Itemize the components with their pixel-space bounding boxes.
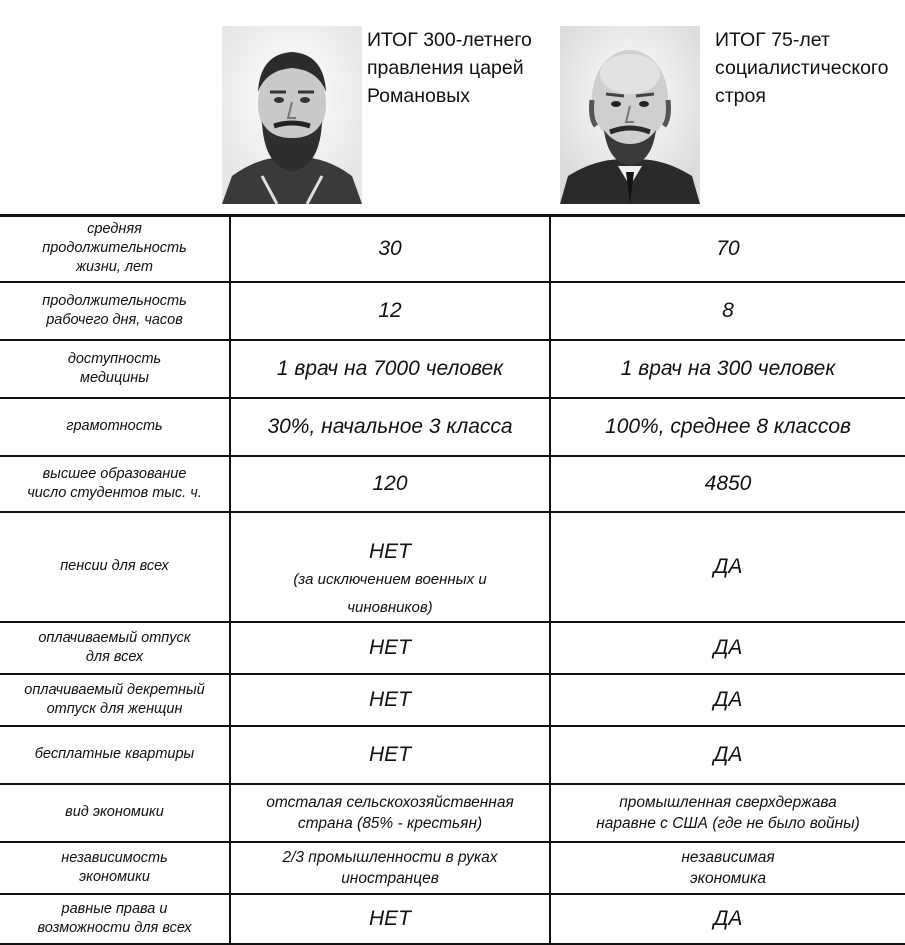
right-value: 100%, среднее 8 классов: [550, 398, 905, 456]
table-row: [0, 622, 905, 674]
right-value: промышленная сверхдержава наравне с США (где не было войны): [550, 784, 905, 842]
left-value: НЕТ: [230, 674, 550, 726]
right-value: ДА: [550, 894, 905, 944]
left-value: 12: [230, 282, 550, 340]
table-row: [0, 784, 905, 842]
left-value: 2/3 промышленности в руках иностранцев: [230, 842, 550, 894]
table-row: [0, 340, 905, 398]
left-value: НЕТ: [230, 622, 550, 674]
left-value: 1 врач на 7000 человек: [230, 340, 550, 398]
row-label: высшее образование число студентов тыс. ч.: [0, 456, 230, 512]
right-value: 4850: [550, 456, 905, 512]
right-value: ДА: [550, 726, 905, 784]
table-row: [0, 398, 905, 456]
left-value: 120: [230, 456, 550, 512]
right-value: независимая экономика: [550, 842, 905, 894]
left-column-title: ИТОГ 300-летнего правления царей Романовых: [367, 29, 532, 107]
left-value-with-note: [230, 512, 550, 622]
left-value-note: (за исключением военных и чиновников): [293, 570, 487, 616]
left-value: 30: [230, 216, 550, 282]
row-label: продолжительность рабочего дня, часов: [0, 282, 230, 340]
header: [0, 0, 905, 216]
row-label: равные права и возможности для всех: [0, 894, 230, 944]
left-value: НЕТ: [369, 539, 411, 563]
table-row: [0, 282, 905, 340]
right-value: ДА: [550, 674, 905, 726]
left-value: 30%, начальное 3 класса: [230, 398, 550, 456]
left-value: отсталая сельскохозяйственная страна (85% - крестьян): [230, 784, 550, 842]
table-row: [0, 674, 905, 726]
row-label: средняя продолжительность жизни, лет: [0, 216, 230, 282]
row-label: независимость экономики: [0, 842, 230, 894]
table-row: [0, 512, 905, 622]
table-row: [0, 842, 905, 894]
comparison-table: [0, 214, 905, 945]
portrait-leader: [560, 26, 700, 204]
row-label: вид экономики: [0, 784, 230, 842]
table-row: [0, 456, 905, 512]
row-label: оплачиваемый отпуск для всех: [0, 622, 230, 674]
portrait-tsar: [222, 26, 362, 204]
left-value: НЕТ: [230, 726, 550, 784]
right-value: ДА: [550, 512, 905, 622]
right-value: 8: [550, 282, 905, 340]
left-value: НЕТ: [230, 894, 550, 944]
table-row: [0, 216, 905, 282]
right-value: ДА: [550, 622, 905, 674]
row-label: пенсии для всех: [0, 512, 230, 622]
row-label: доступность медицины: [0, 340, 230, 398]
row-label: грамотность: [0, 398, 230, 456]
table-row: [0, 726, 905, 784]
row-label: бесплатные квартиры: [0, 726, 230, 784]
row-label: оплачиваемый декретный отпуск для женщин: [0, 674, 230, 726]
right-column-title: ИТОГ 75-лет социалистического строя: [715, 29, 889, 107]
table-row: [0, 894, 905, 944]
right-value: 1 врач на 300 человек: [550, 340, 905, 398]
right-value: 70: [550, 216, 905, 282]
